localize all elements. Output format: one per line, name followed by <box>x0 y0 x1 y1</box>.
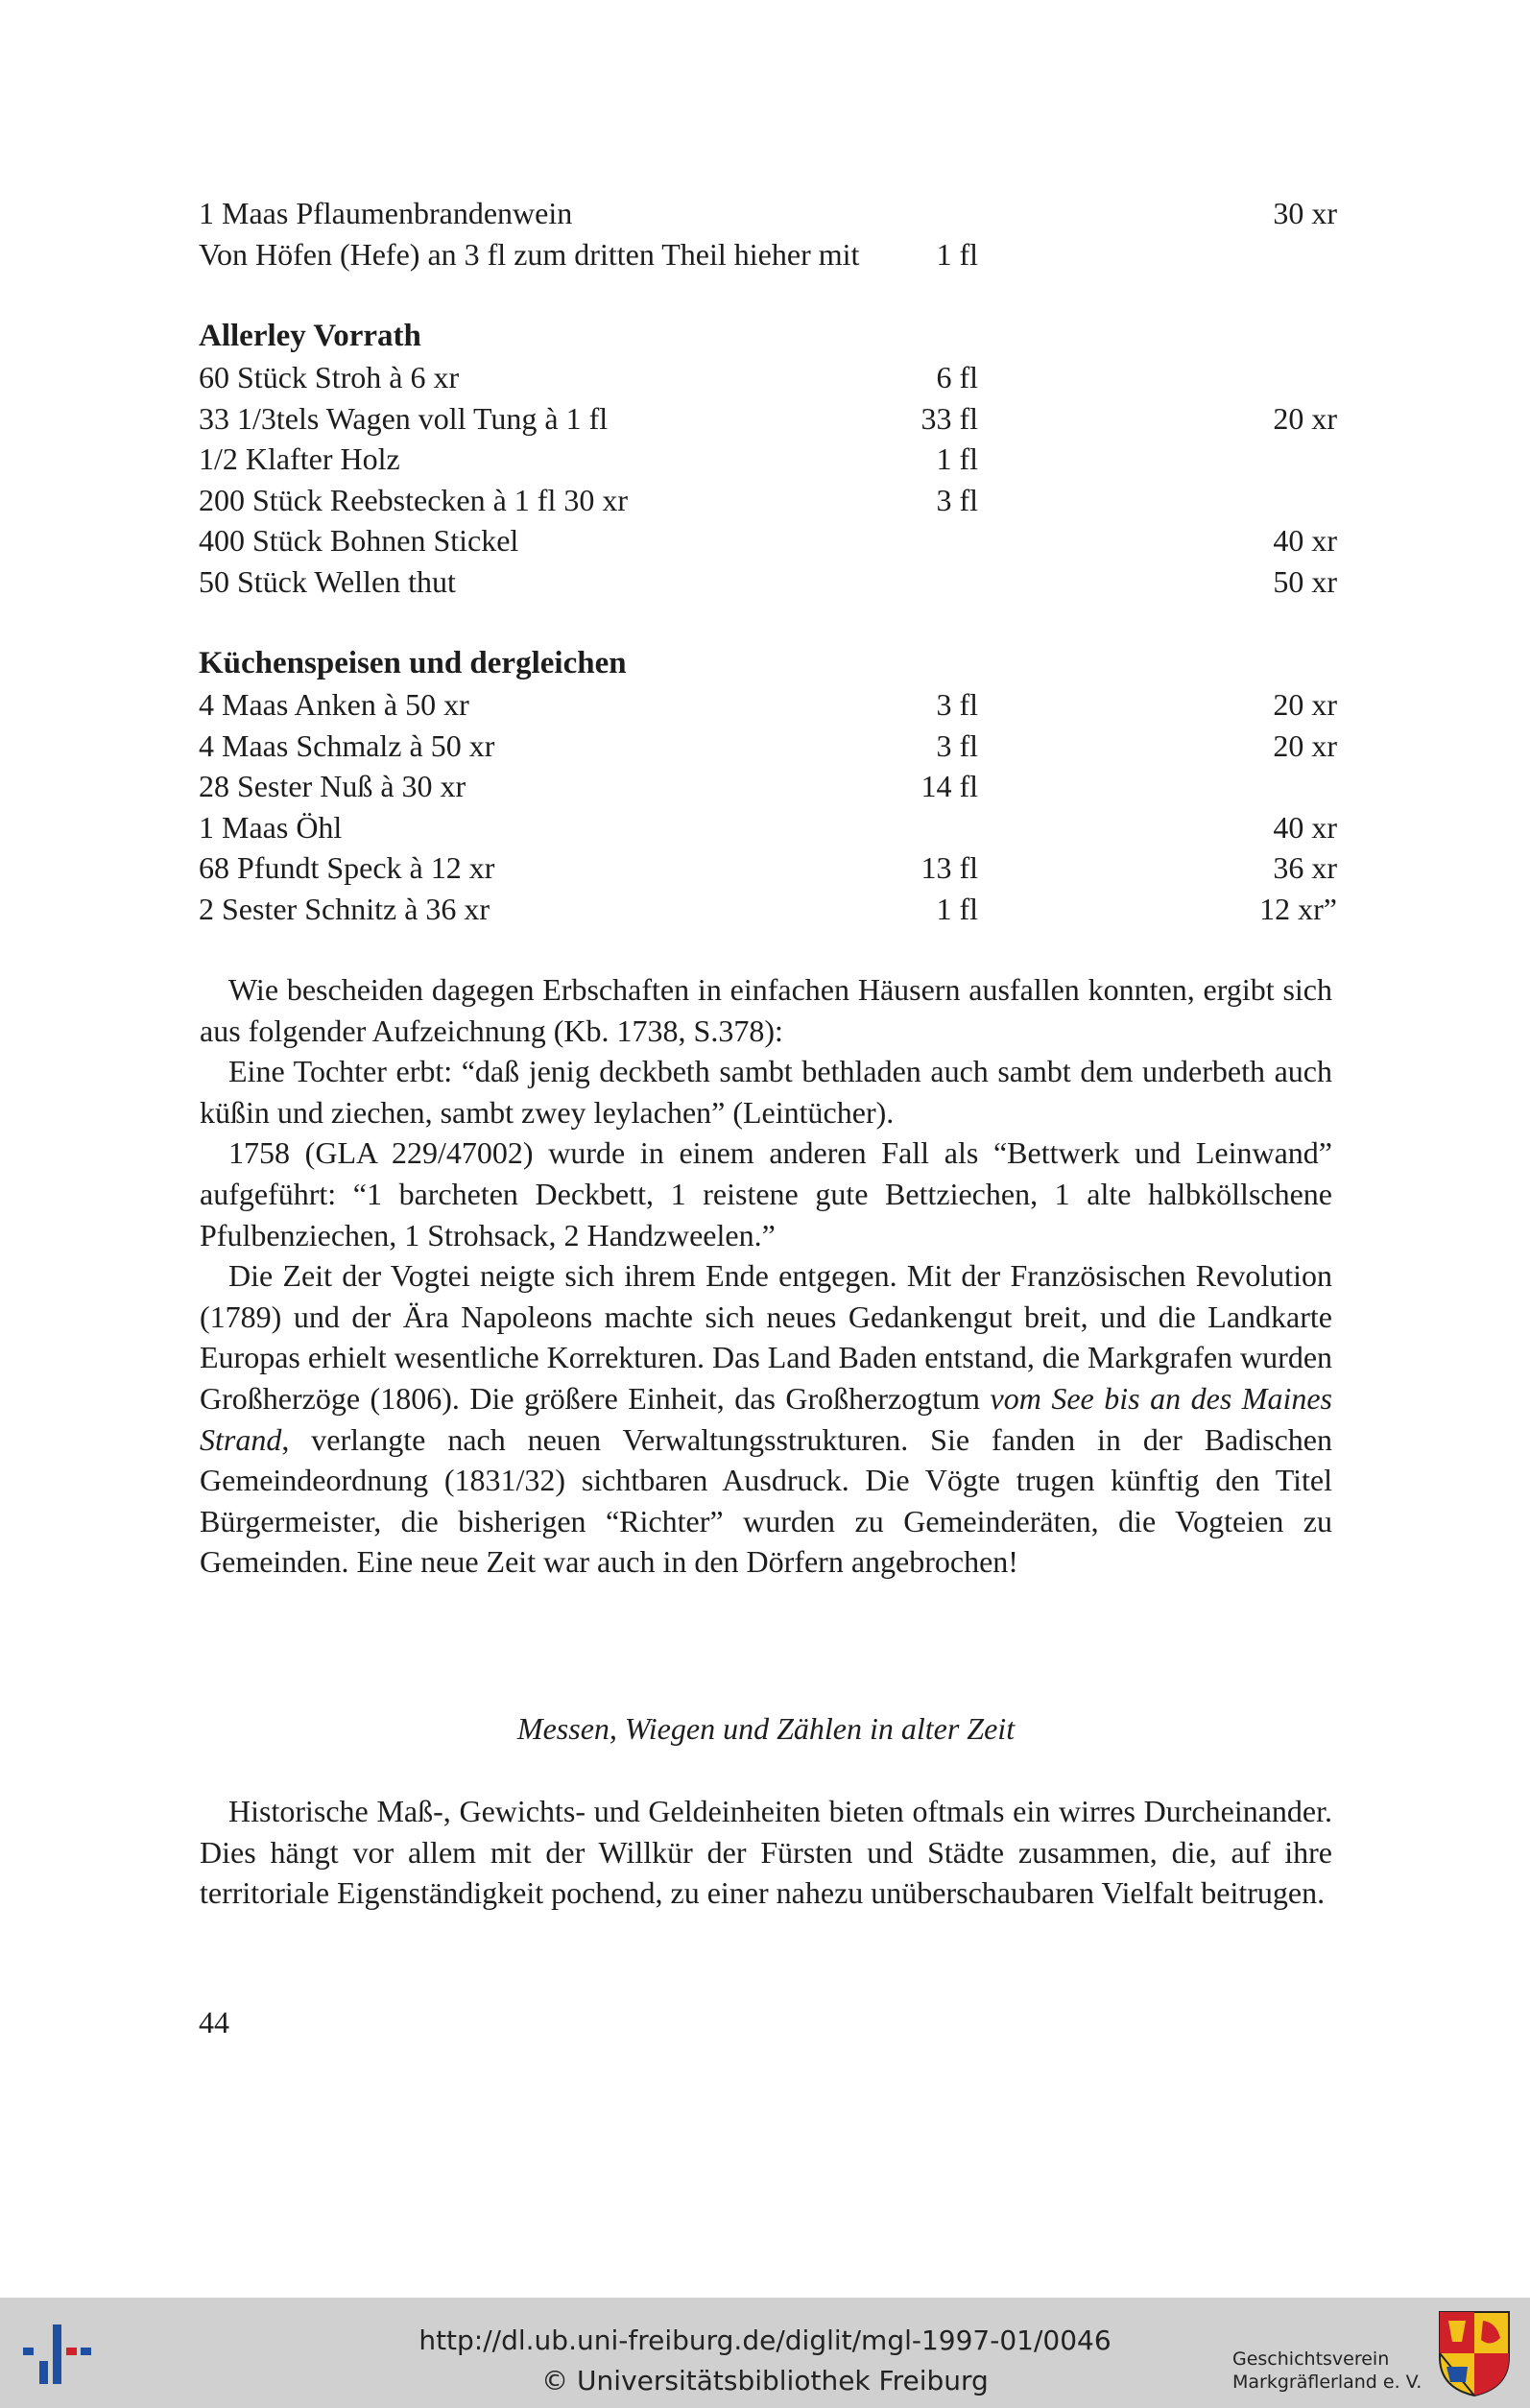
ledger-gulden: 6 fl <box>936 360 978 394</box>
section-subheading: Messen, Wiegen und Zählen in alter Zeit <box>516 1711 1016 1746</box>
coat-of-arms-icon <box>1437 2309 1512 2397</box>
ledger-gulden: 3 fl <box>936 728 978 763</box>
footer-bar <box>0 2298 1530 2408</box>
ledger-item: 2 Sester Schnitz à 36 xr <box>199 892 490 926</box>
ledger-item: 28 Sester Nuß à 30 xr <box>199 769 466 803</box>
ledger-kreuzer: 40 xr <box>1273 810 1337 845</box>
paragraph: Wie bescheiden dagegen Erbschaften in einfachen Häusern ausfallen konnten, ergibt sich aus folgender Aufzeichnung (Kb. 1738, S.378): <box>200 972 1332 1048</box>
ledger-item: 400 Stück Bohnen Stickel <box>199 523 519 558</box>
page-number: 44 <box>199 2005 229 2039</box>
crest-graphic <box>1437 2309 1512 2397</box>
paragraph: Historische Maß-, Gewichts- und Geldeinheiten bieten oftmals ein wirres Durcheinander. Dies hängt vor allem mit der Willkür der Fürsten und Städte zusammen, die, auf ihre territoriale Eigenständigkeit pochend, zu einer nahezu unüberschaubaren Vielfalt beitrugen. <box>200 1794 1332 1911</box>
ledger-row <box>199 766 1337 807</box>
society-line-1: Geschichtsverein <box>1232 2348 1390 2370</box>
ledger-row <box>199 520 1337 561</box>
paragraph: 1758 (GLA 229/47002) wurde in einem anderen Fall als “Bettwerk und Leinwand” aufgeführt: “1 barcheten Deckbett, 1 reistene gute Bettziechen, 1 alte halbköllschene Pfulbenziechen, 1 Strohsack, 2 Handzweelen.” <box>200 1135 1332 1252</box>
ledger-kreuzer: 20 xr <box>1273 687 1337 722</box>
ledger-item: 1 Maas Pflaumenbrandenwein <box>199 196 573 230</box>
ledger-item: 4 Maas Anken à 50 xr <box>199 687 469 722</box>
ledger-kreuzer: 20 xr <box>1273 401 1337 436</box>
ledger-row <box>199 889 1337 930</box>
ledger-row <box>199 398 1337 440</box>
ledger-row <box>199 193 1337 234</box>
body-text <box>200 969 1332 1583</box>
paragraph <box>200 1255 1332 1583</box>
ledger-gulden: 1 fl <box>936 892 978 926</box>
copyright-text: © Universitätsbibliothek Freiburg <box>541 2365 989 2396</box>
ledger-item: 60 Stück Stroh à 6 xr <box>199 360 460 394</box>
ledger-item: 68 Pfundt Speck à 12 xr <box>199 850 495 885</box>
society-name <box>1232 2348 1422 2394</box>
ledger-item: 1/2 Klafter Holz <box>199 441 400 476</box>
ledger-item: 4 Maas Schmalz à 50 xr <box>199 728 495 763</box>
ledger-item: 50 Stück Wellen thut <box>199 564 456 599</box>
ledger-item: Von Höfen (Hefe) an 3 fl zum dritten Theil hieher mit <box>199 237 860 272</box>
ledger-gulden: 1 fl <box>936 441 978 476</box>
document-url-link[interactable]: http://dl.ub.uni-freiburg.de/diglit/mgl-1997-01/0046 <box>418 2325 1112 2356</box>
ledger-kreuzer: 12 xr” <box>1259 892 1337 926</box>
ledger-kreuzer: 36 xr <box>1273 850 1337 885</box>
ledger-row <box>199 439 1337 480</box>
ledger-row <box>199 234 1337 275</box>
ledger-row <box>199 480 1337 521</box>
society-line-2: Markgräflerland e. V. <box>1232 2372 1422 2393</box>
section-heading-kuechenspeisen: Küchenspeisen und dergleichen <box>199 646 627 680</box>
paragraph: Eine Tochter erbt: “daß jenig deckbeth sambt bethladen auch sambt dem underbeth auch küßin und ziechen, sambt zwey leylachen” (Leintücher). <box>200 1054 1332 1130</box>
paragraph-text: , verlangte nach neuen Verwaltungsstrukturen. Sie fanden in der Badischen Gemeindeordnung (1831/32) sichtbaren Ausdruck. Die Vögte trugen künftig den Titel Bürgermeister, die bisherigen “Richter” wurden zu Gemeinderäten, die Vogteien zu Gemeinden. Eine neue Zeit war auch in den Dörfern angebrochen! <box>200 1421 1332 1580</box>
ledger-row <box>199 684 1337 726</box>
ledger-kreuzer: 30 xr <box>1273 196 1337 230</box>
section-heading-vorrath: Allerley Vorrath <box>199 319 421 353</box>
ledger-item: 33 1/3tels Wagen voll Tung à 1 fl <box>199 401 609 436</box>
italic-phrase: vom See bis an des Maines Strand <box>200 1380 1333 1457</box>
ledger-item: 1 Maas Öhl <box>199 810 343 845</box>
body-text-2 <box>200 1791 1332 1914</box>
ledger-gulden: 3 fl <box>936 687 978 722</box>
paragraph-text: Die Zeit der Vogtei neigte sich ihrem Ende entgegen. Mit der Französischen Revolution (1789) und der Ära Napoleons machte sich neues Gedankengut breit, und die Landkarte Europas erhielt wesentliche Korrekturen. Das Land Baden entstand, die Markgrafen wurden Großherzöge (1806). Die größere Einheit, das Großherzogtum <box>200 1258 1333 1416</box>
ledger-gulden: 3 fl <box>936 483 978 517</box>
ledger-gulden: 13 fl <box>920 850 978 885</box>
ledger-kreuzer: 20 xr <box>1273 728 1337 763</box>
ledger-gulden: 14 fl <box>920 769 978 803</box>
ledger-row <box>199 357 1337 398</box>
ledger-kreuzer: 40 xr <box>1273 523 1337 558</box>
ledger-row <box>199 561 1337 603</box>
ledger-row <box>199 847 1337 889</box>
ledger-kreuzer: 50 xr <box>1273 564 1337 599</box>
ledger-row <box>199 807 1337 848</box>
ledger-row <box>199 726 1337 767</box>
ledger-gulden: 33 fl <box>920 401 978 436</box>
ledger-item: 200 Stück Reebstecken à 1 fl 30 xr <box>199 483 628 517</box>
ledger-gulden: 1 fl <box>936 237 978 272</box>
